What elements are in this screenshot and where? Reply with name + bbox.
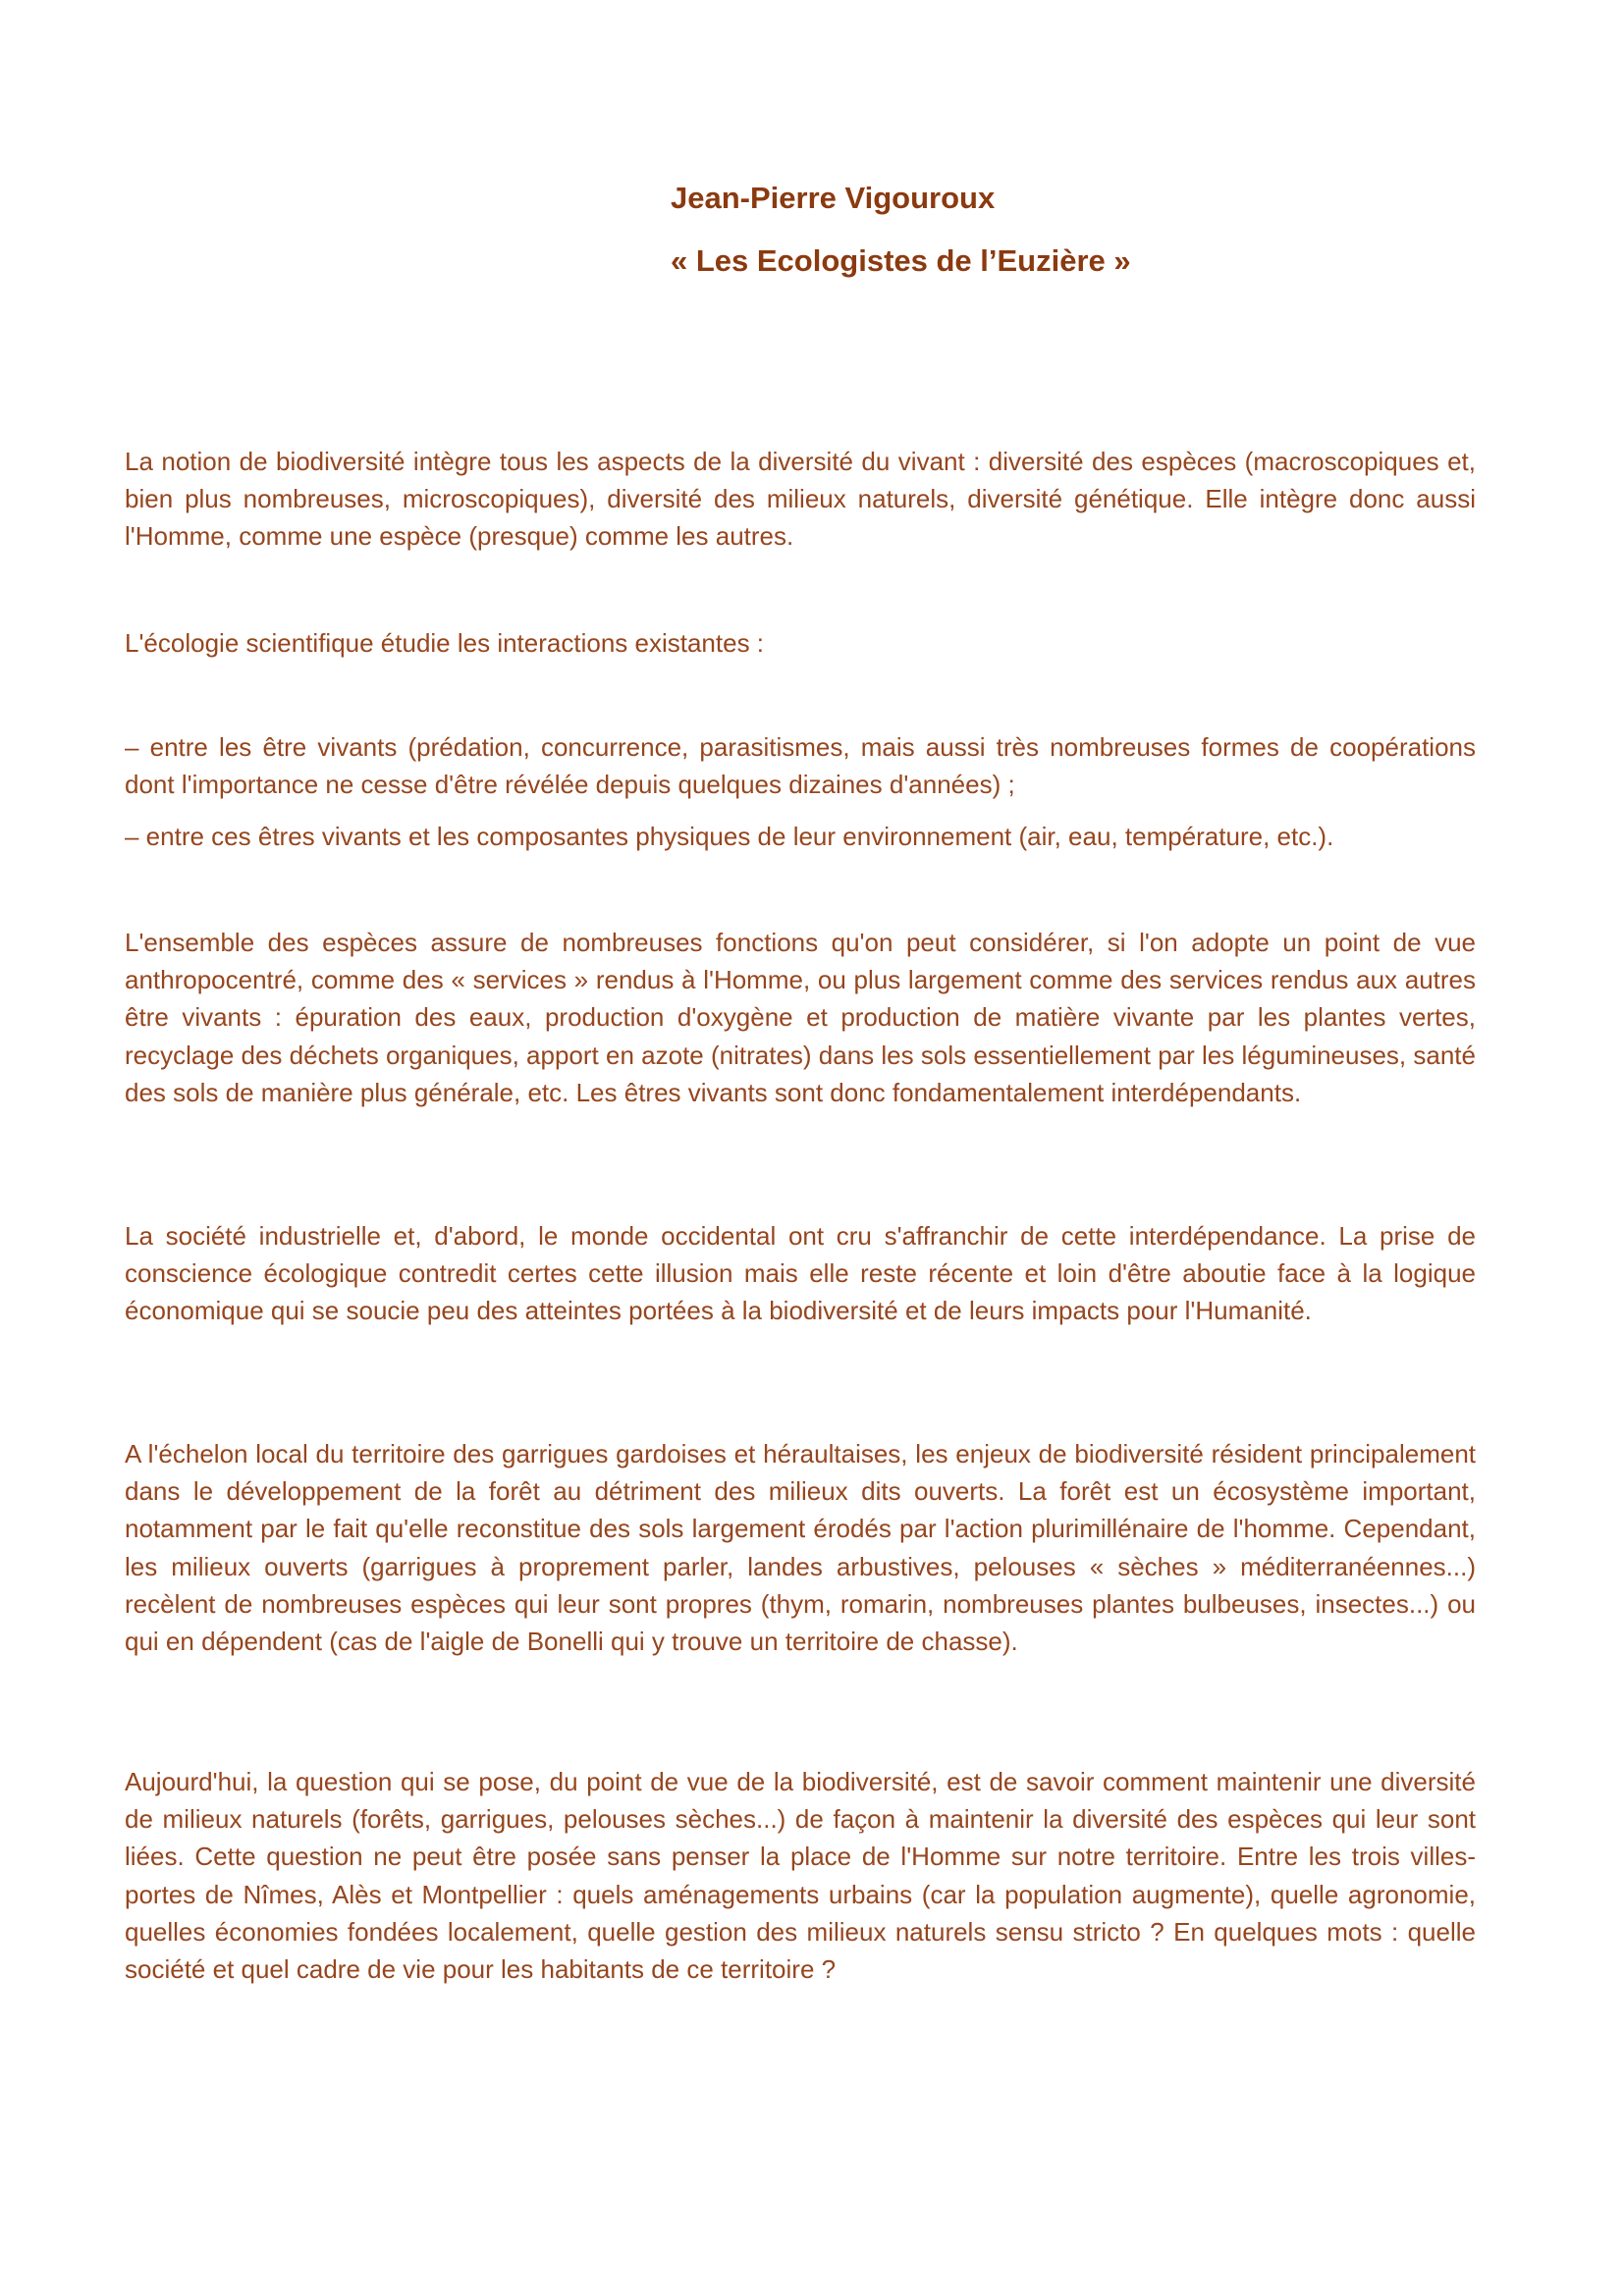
paragraph-local: A l'échelon local du territoire des garrigues gardoises et héraultaises, les enjeux de biodiversité résident principalement dans le développement de la forêt au détriment des milieux dits ouverts. La forêt est un écosystème important, notamment par le fait qu'elle reconstitue des sols largement érodés par l'action plurimillénaire de l'homme. Cependant, les milieux ouverts (garrigues à proprement parler, landes arbustives, pelouses « sèches » méditerranéennes...) recèlent de nombreuses espèces qui leur sont propres (thym, romarin, nombreuses plantes bulbeuses, insectes...) ou qui en dépendent (cas de l'aigle de Bonelli qui y trouve un territoire de chasse). [125,1439,1476,1657]
paragraph-ecology-lead: L'écologie scientifique étudie les interactions existantes : [125,628,765,658]
organization-name: « Les Ecologistes de l’Euzière » [671,243,1131,278]
list-item: – entre ces êtres vivants et les composantes physiques de leur environnement (air, eau, température, etc.). [125,822,1334,852]
paragraph-today: Aujourd'hui, la question qui se pose, du point de vue de la biodiversité, est de savoir comment maintenir une diversité de milieux naturels (forêts, garrigues, pelouses sèches...) de façon à maintenir la diversité des espèces qui leur sont liées. Cette question ne peut être posée sans penser la place de l'Homme sur notre territoire. Entre les trois villes-portes de Nîmes, Alès et Montpellier : quels aménagements urbains (car la population augmente), quelle agronomie, quelles économies fondées localement, quelle gestion des milieux naturels sensu stricto ? En quelques mots : quelle société et quel cadre de vie pour les habitants de ce territoire ? [125,1767,1476,1985]
paragraph-intro: La notion de biodiversité intègre tous les aspects de la diversité du vivant : diversité des espèces (macroscopiques et, bien plus nombreuses, microscopiques), diversité des milieux naturels, diversité génétique. Elle intègre donc aussi l'Homme, comme une espèce (presque) comme les autres. [125,447,1476,552]
document-header [671,167,1131,293]
author-name: Jean-Pierre Vigouroux [671,181,996,215]
paragraph-services: L'ensemble des espèces assure de nombreuses fonctions qu'on peut considérer, si l'on adopte un point de vue anthropocentré, comme des « services » rendus à l'Homme, ou plus largement comme des services rendus aux autres être vivants : épuration des eaux, production d'oxygène et production de matière vivante par les plantes vertes, recyclage des déchets organiques, apport en azote (nitrates) dans les sols essentiellement par les légumineuses, santé des sols de manière plus générale, etc. Les êtres vivants sont donc fondamentalement interdépendants. [125,928,1476,1107]
interactions-list [125,728,1476,856]
list-item: – entre les être vivants (prédation, concurrence, parasitismes, mais aussi très nombreuses formes de coopérations dont l'importance ne cesse d'être révélée depuis quelques dizaines d'années) ; [125,732,1476,800]
paragraph-industrial: La société industrielle et, d'abord, le monde occidental ont cru s'affranchir de cette interdépendance. La prise de conscience écologique contredit certes cette illusion mais elle reste récente et loin d'être aboutie face à la logique économique qui se soucie peu des atteintes portées à la biodiversité et de leurs impacts pour l'Humanité. [125,1221,1476,1326]
